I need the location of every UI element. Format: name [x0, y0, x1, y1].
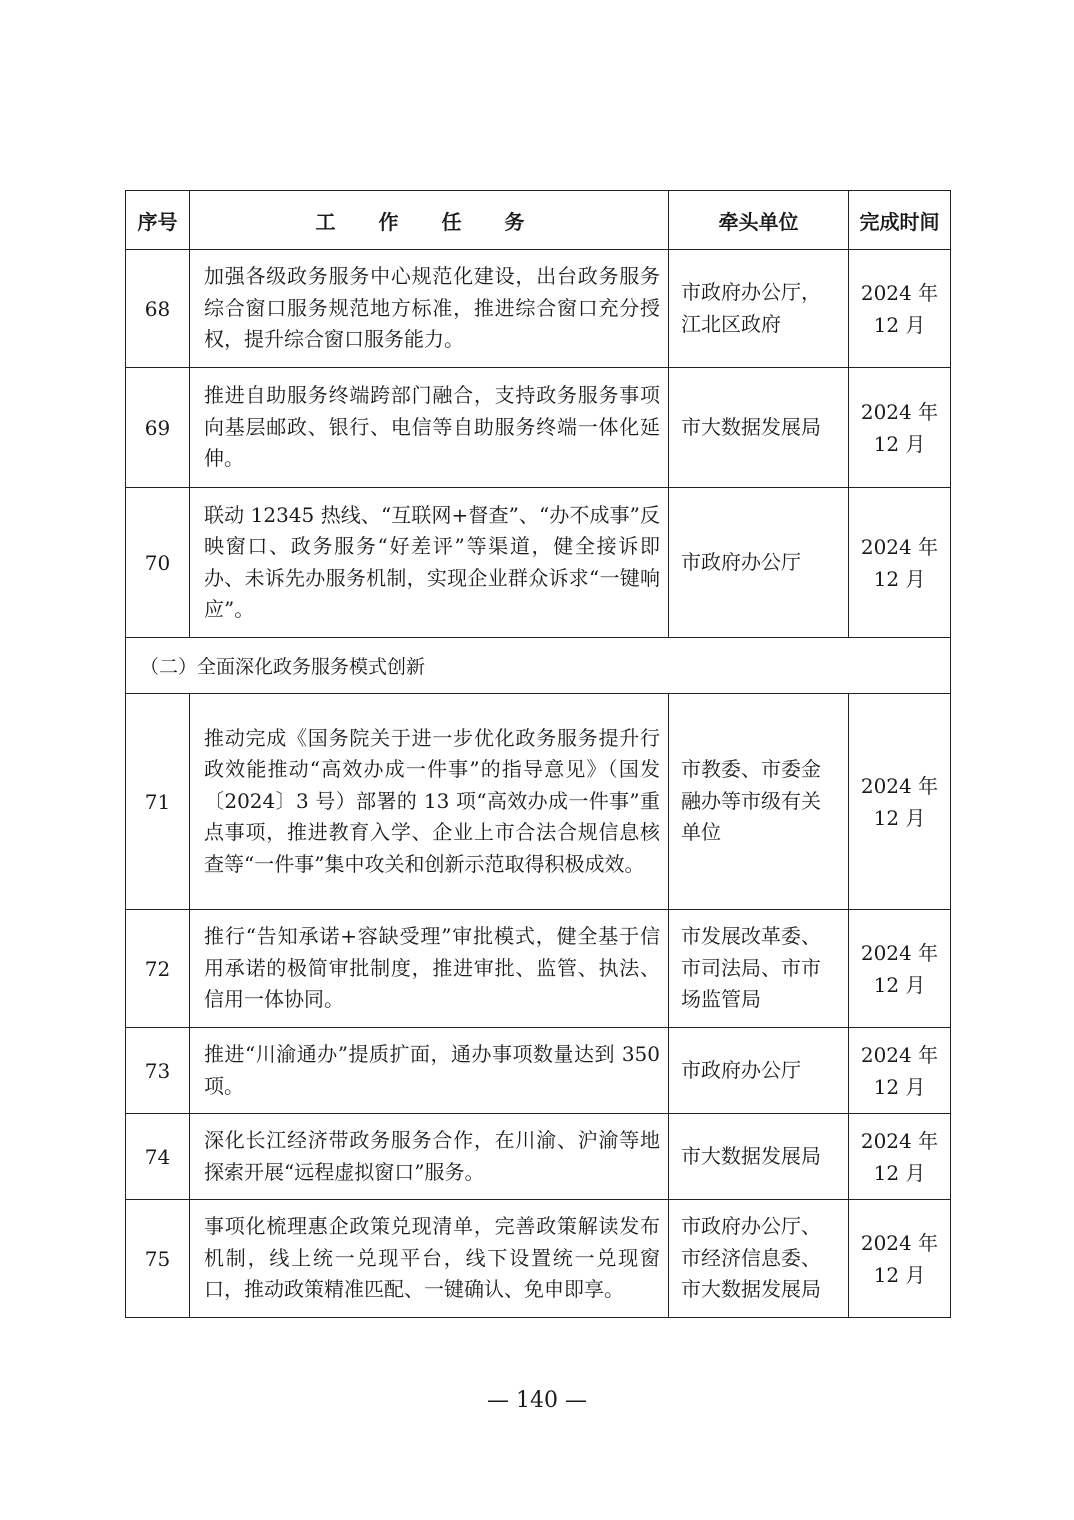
- row-number: 75: [126, 1200, 190, 1318]
- row-time: [849, 1028, 951, 1114]
- row-task: 推动完成《国务院关于进一步优化政务服务提升行政效能推动“高效办成一件事”的指导意见》（国发〔2024〕3 号）部署的 13 项“高效办成一件事”重点事项，推进教育入学、企业上市合法合规信息核查等“一件事”集中攻关和创新示范取得积极成效。: [190, 694, 669, 910]
- row-unit: 市政府办公厅: [669, 1028, 849, 1114]
- row-number: 70: [126, 488, 190, 638]
- table-row: [126, 1028, 951, 1114]
- time-month: 12 月: [873, 972, 926, 997]
- table-row: [126, 368, 951, 488]
- page-number: — 140 —: [487, 1388, 587, 1413]
- row-number: 73: [126, 1028, 190, 1114]
- row-task: 加强各级政务服务中心规范化建设，出台政务服务综合窗口服务规范地方标准，推进综合窗口充分授权，提升综合窗口服务能力。: [190, 250, 669, 368]
- time-month: 12 月: [873, 431, 926, 456]
- row-number: 72: [126, 910, 190, 1028]
- row-unit: 市大数据发展局: [669, 1114, 849, 1200]
- section-heading: （二）全面深化政务服务模式创新: [126, 638, 951, 694]
- row-unit: 市政府办公厅: [669, 488, 849, 638]
- time-month: 12 月: [873, 312, 926, 337]
- row-task: 推进“川渝通办”提质扩面，通办事项数量达到 350 项。: [190, 1028, 669, 1114]
- header-unit: 牵头单位: [669, 191, 849, 250]
- time-month: 12 月: [873, 1074, 926, 1099]
- time-year: 2024 年: [860, 1128, 939, 1153]
- table-row: [126, 1114, 951, 1200]
- time-year: 2024 年: [860, 1042, 939, 1067]
- time-month: 12 月: [873, 805, 926, 830]
- row-task: 深化长江经济带政务服务合作，在川渝、沪渝等地探索开展“远程虚拟窗口”服务。: [190, 1114, 669, 1200]
- row-number: 68: [126, 250, 190, 368]
- row-task: 推进自助服务终端跨部门融合，支持政务服务事项向基层邮政、银行、电信等自助服务终端一体化延伸。: [190, 368, 669, 488]
- row-unit: 市政府办公厅，江北区政府: [669, 250, 849, 368]
- row-time: [849, 250, 951, 368]
- table-row: [126, 910, 951, 1028]
- task-table: [125, 190, 951, 1318]
- time-year: 2024 年: [860, 280, 939, 305]
- header-time: 完成时间: [849, 191, 951, 250]
- row-unit: 市教委、市委金融办等市级有关单位: [669, 694, 849, 910]
- table-row: [126, 488, 951, 638]
- time-year: 2024 年: [860, 773, 939, 798]
- header-num: 序号: [126, 191, 190, 250]
- row-number: 69: [126, 368, 190, 488]
- time-month: 12 月: [873, 1160, 926, 1185]
- row-time: [849, 1200, 951, 1318]
- time-year: 2024 年: [860, 940, 939, 965]
- row-task: 推行“告知承诺+容缺受理”审批模式，健全基于信用承诺的极简审批制度，推进审批、监管、执法、信用一体协同。: [190, 910, 669, 1028]
- time-month: 12 月: [873, 566, 926, 591]
- row-number: 74: [126, 1114, 190, 1200]
- time-year: 2024 年: [860, 1230, 939, 1255]
- table-header-row: [126, 191, 951, 250]
- row-time: [849, 694, 951, 910]
- table-row: [126, 1200, 951, 1318]
- section-row: [126, 638, 951, 694]
- time-month: 12 月: [873, 1262, 926, 1287]
- row-unit: 市政府办公厅、市经济信息委、市大数据发展局: [669, 1200, 849, 1318]
- row-time: [849, 910, 951, 1028]
- row-time: [849, 488, 951, 638]
- row-unit: 市发展改革委、市司法局、市市场监管局: [669, 910, 849, 1028]
- row-task: 事项化梳理惠企政策兑现清单，完善政策解读发布机制，线上统一兑现平台，线下设置统一兑现窗口，推动政策精准匹配、一键确认、免申即享。: [190, 1200, 669, 1318]
- row-unit: 市大数据发展局: [669, 368, 849, 488]
- row-number: 71: [126, 694, 190, 910]
- time-year: 2024 年: [860, 534, 939, 559]
- row-time: [849, 1114, 951, 1200]
- row-time: [849, 368, 951, 488]
- table-row: [126, 694, 951, 910]
- table-row: [126, 250, 951, 368]
- header-task: 工 作 任 务: [190, 191, 669, 250]
- row-task: 联动 12345 热线、“互联网+督查”、“办不成事”反映窗口、政务服务“好差评”等渠道，健全接诉即办、未诉先办服务机制，实现企业群众诉求“一键响应”。: [190, 488, 669, 638]
- time-year: 2024 年: [860, 399, 939, 424]
